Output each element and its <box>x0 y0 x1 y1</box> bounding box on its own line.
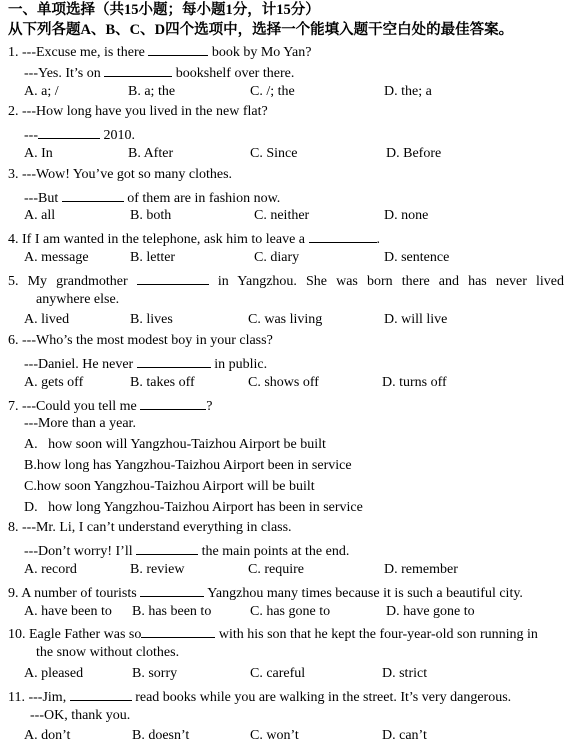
option-c: C. /; the <box>250 83 295 99</box>
answer-blank <box>62 186 124 202</box>
question-2 <box>8 102 578 164</box>
answer-blank <box>140 394 206 410</box>
option-b: B. has been to <box>132 603 212 619</box>
option-b: B. doesn’t <box>132 728 190 744</box>
option-d: D. Before <box>386 145 442 161</box>
question-6 <box>8 331 578 393</box>
question-4 <box>8 227 578 269</box>
option-b: B. both <box>130 208 172 224</box>
option-b: B. review <box>130 561 185 577</box>
section-instructions: 从下列各题A、B、C、D四个选项中，选择一个能填入题干空白处的最佳答案。 <box>8 22 514 38</box>
question-stem: ---More than a year. <box>24 416 136 432</box>
answer-options <box>8 664 578 685</box>
option-c: C. won’t <box>250 728 299 744</box>
option-c: C. shows off <box>248 374 319 390</box>
question-stem: ---Don’t worry! I’ll the main points at the end. <box>8 539 578 560</box>
question-9 <box>8 581 578 623</box>
answer-options <box>8 248 578 269</box>
answer-blank <box>104 61 172 77</box>
question-stem: 5. My grandmother in Yangzhou. She was born there and has never lived <box>8 269 564 290</box>
option-d: D. sentence <box>384 249 450 265</box>
option-d: D. can’t <box>382 728 427 744</box>
question-stem: 3. ---Wow! You’ve got so many clothes. <box>8 166 233 182</box>
answer-options <box>8 144 578 165</box>
question-7 <box>8 394 578 519</box>
option-a: A. record <box>24 561 77 577</box>
question-stem: --- 2010. <box>8 123 578 144</box>
option-d: D. none <box>384 208 429 224</box>
option-a: A. a; / <box>24 83 59 99</box>
question-stem: ---OK, thank you. <box>30 707 131 723</box>
question-stem: 6. ---Who’s the most modest boy in your class? <box>8 333 273 349</box>
question-stem: 10. Eagle Father was so with his son that he kept the four-year-old son running in <box>8 622 578 643</box>
option-b: B. letter <box>130 249 176 265</box>
option-d: D. how long Yangzhou-Taizhou Airport has been in service <box>24 499 363 515</box>
option-d: D. turns off <box>382 374 447 390</box>
question-stem: 2. ---How long have you lived in the new flat? <box>8 104 268 120</box>
option-b: B.how long has Yangzhou-Taizhou Airport been in service <box>24 457 352 473</box>
question-stem: 4. If I am wanted in the telephone, ask him to leave a . <box>8 227 578 248</box>
option-c: C. require <box>248 561 304 577</box>
question-3 <box>8 165 578 227</box>
option-c: C. neither <box>254 208 310 224</box>
option-c: C. was living <box>248 312 323 328</box>
answer-options <box>8 726 578 747</box>
answer-blank <box>70 685 132 701</box>
question-stem: 11. ---Jim, read books while you are walking in the street. It’s very dangerous. <box>8 685 578 706</box>
option-d: D. have gone to <box>386 603 475 619</box>
question-stem: ---Yes. It’s on bookshelf over there. <box>8 61 578 82</box>
option-b: B. a; the <box>128 83 176 99</box>
option-c: C. careful <box>250 665 306 681</box>
question-stem: 1. ---Excuse me, is there book by Mo Yan? <box>8 40 578 61</box>
option-d: D. will live <box>384 312 448 328</box>
question-1 <box>8 40 578 102</box>
answer-options <box>8 373 578 394</box>
answer-options <box>8 206 578 227</box>
option-b: B. lives <box>130 312 173 328</box>
answer-options <box>8 310 578 331</box>
option-c: C. Since <box>250 145 298 161</box>
option-a: A. have been to <box>24 603 112 619</box>
question-stem: the snow without clothes. <box>36 645 180 661</box>
answer-blank <box>148 40 208 56</box>
option-a: A. message <box>24 249 89 265</box>
answer-blank <box>141 622 215 638</box>
option-c: C. has gone to <box>250 603 331 619</box>
option-a: A. how soon will Yangzhou-Taizhou Airport be built <box>24 437 326 453</box>
option-a: A. all <box>24 208 56 224</box>
option-a: A. lived <box>24 312 70 328</box>
option-c: C.how soon Yangzhou-Taizhou Airport will be built <box>24 478 315 494</box>
option-d: D. strict <box>382 665 428 681</box>
question-stem: ---Daniel. He never in public. <box>8 352 578 373</box>
answer-blank <box>137 269 209 285</box>
question-stem: anywhere else. <box>36 291 120 307</box>
exam-page <box>8 0 578 747</box>
question-10 <box>8 622 578 684</box>
option-d: D. remember <box>384 561 458 577</box>
option-a: A. gets off <box>24 374 84 390</box>
answer-blank <box>140 581 204 597</box>
option-b: B. After <box>128 145 174 161</box>
answer-blank <box>136 539 198 555</box>
option-b: B. sorry <box>132 665 178 681</box>
question-stem: 8. ---Mr. Li, I can’t understand everything in class. <box>8 520 292 536</box>
question-11 <box>8 685 578 747</box>
answer-blank <box>38 123 100 139</box>
option-c: C. diary <box>254 249 300 265</box>
question-stem: 9. A number of tourists Yangzhou many times because it is such a beautiful city. <box>8 581 578 602</box>
answer-blank <box>309 227 377 243</box>
answer-options <box>8 560 578 581</box>
question-5 <box>8 269 578 331</box>
answer-options <box>8 82 578 103</box>
option-a: A. In <box>24 145 53 161</box>
answer-options <box>8 602 578 623</box>
option-a: A. pleased <box>24 665 84 681</box>
section-title: 一、单项选择（共15小题；每小题1分，计15分） <box>8 2 320 18</box>
option-b: B. takes off <box>130 374 195 390</box>
option-a: A. don’t <box>24 728 71 744</box>
question-stem: 7. ---Could you tell me ? <box>8 394 578 415</box>
question-8 <box>8 518 578 580</box>
option-d: D. the; a <box>384 83 432 99</box>
question-stem: ---But of them are in fashion now. <box>8 186 578 207</box>
answer-blank <box>137 352 211 368</box>
